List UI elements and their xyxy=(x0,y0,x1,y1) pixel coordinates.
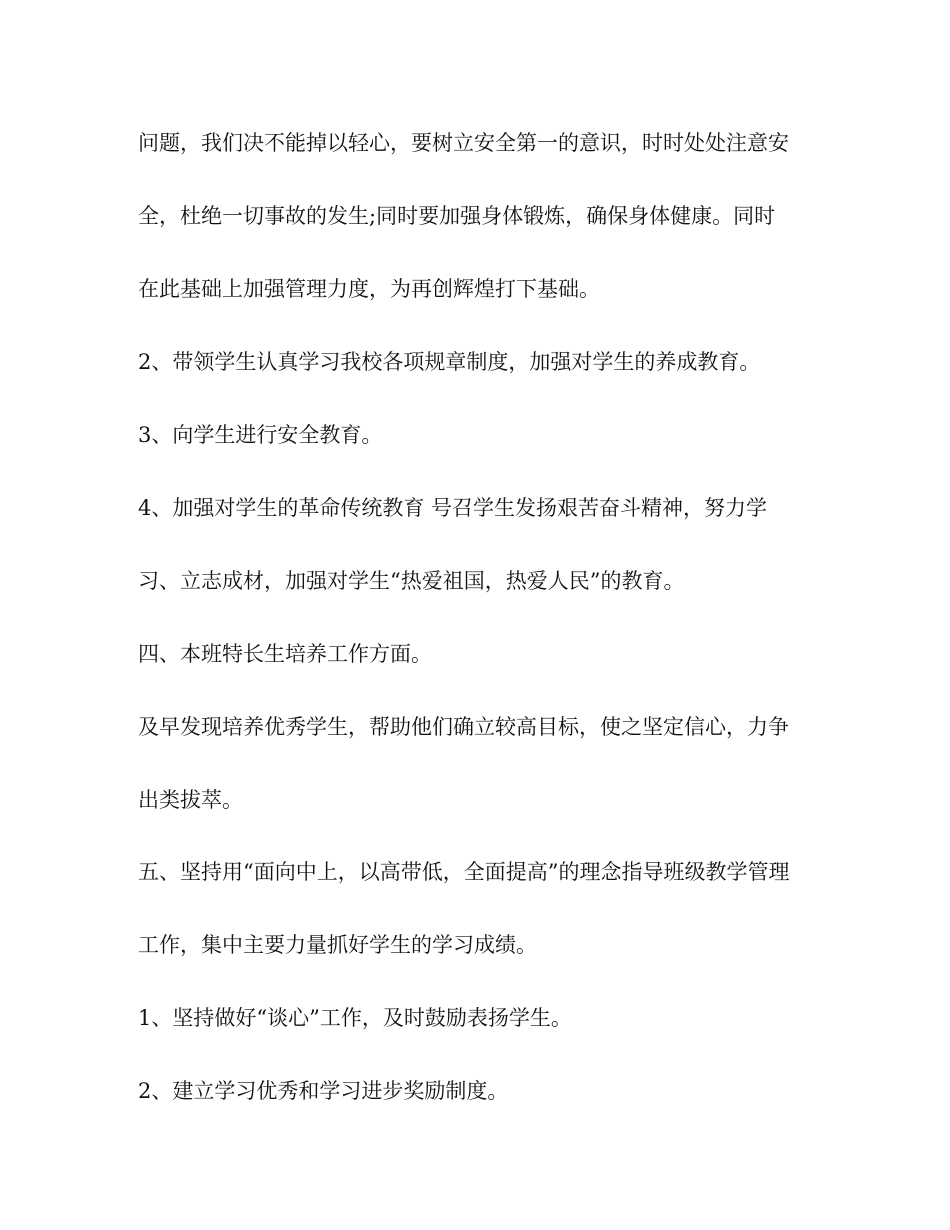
text-line: 2、建立学习优秀和学习进步奖励制度。 xyxy=(138,1079,509,1103)
text-line: 工作，集中主要力量抓好学生的学习成绩。 xyxy=(138,933,537,957)
text-line: 四、本班特长生培养工作方面。 xyxy=(138,642,432,666)
text-line: 2、带领学生认真学习我校各项规章制度，加强对学生的养成教育。 xyxy=(138,350,761,374)
text-line: 全，杜绝一切事故的发生;同时要加强身体锻炼，确保身体健康。同时 xyxy=(138,204,776,228)
text-line: 1、坚持做好“谈心”工作，及时鼓励表扬学生。 xyxy=(138,1006,572,1030)
text-line: 及早发现培养优秀学生，帮助他们确立较高目标，使之坚定信心，力争 xyxy=(138,715,789,739)
text-line: 五、坚持用“面向中上，以高带低，全面提高”的理念指导班级教学管理 xyxy=(138,860,790,884)
text-line: 出类拔萃。 xyxy=(138,788,243,812)
text-line: 问题，我们决不能掉以轻心，要树立安全第一的意识，时时处处注意安 xyxy=(138,131,789,155)
text-line: 在此基础上加强管理力度，为再创辉煌打下基础。 xyxy=(138,277,600,301)
text-line: 4、加强对学生的革命传统教育 号召学生发扬艰苦奋斗精神，努力学 xyxy=(138,496,768,520)
text-line: 3、向学生进行安全教育。 xyxy=(138,423,383,447)
text-line: 习、立志成材，加强对学生“热爱祖国，热爱人民”的教育。 xyxy=(138,569,685,593)
